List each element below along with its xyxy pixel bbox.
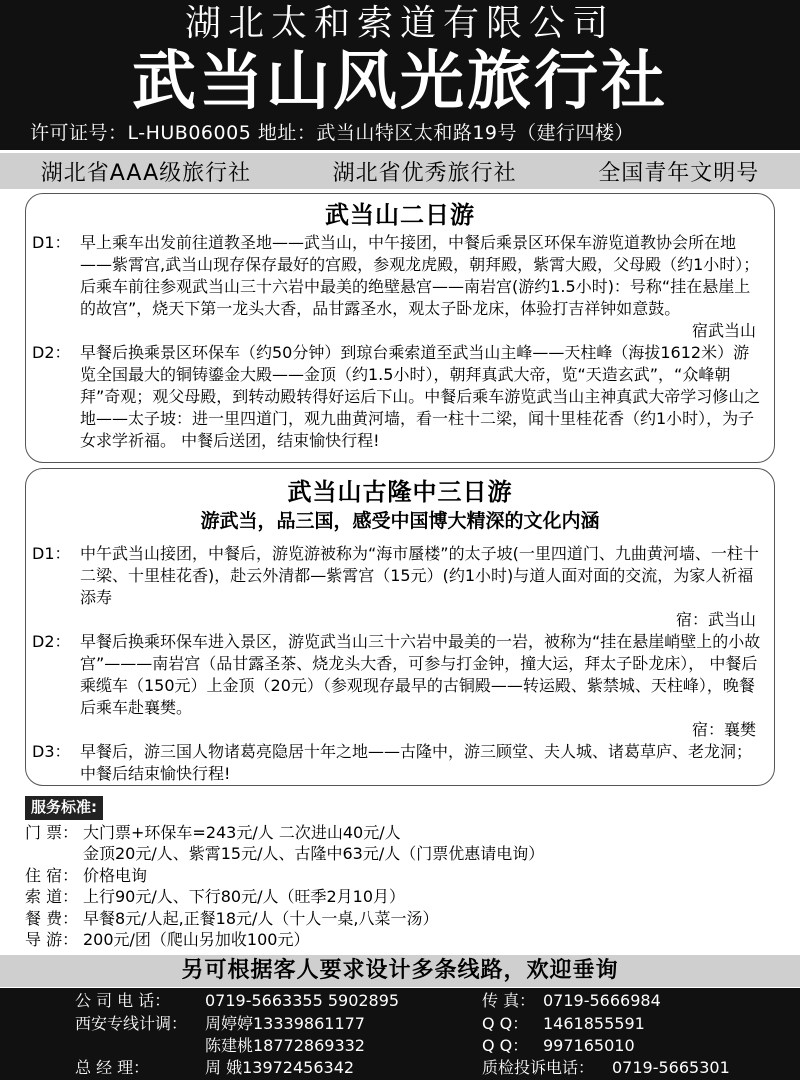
- tour-day-3: [26, 741, 774, 785]
- qq-label: Q Q：: [482, 1014, 529, 1033]
- day-description: 早餐后，游三国人物诸葛亮隐居十年之地——古隆中，游三顾堂、夫人城、诸葛草庐、老龙洞；中餐后结束愉快行程!: [80, 742, 753, 783]
- xian-contact-2: 陈建桃18772869332: [205, 1036, 365, 1055]
- complaint-value: 0719-5665301: [612, 1058, 730, 1077]
- phone-label: 公 司 电 话：: [75, 991, 171, 1010]
- service-row: [25, 908, 785, 930]
- honor-item: 湖北省优秀旅行社: [332, 160, 517, 186]
- service-row: [25, 822, 785, 844]
- qq-value: 1461855591: [543, 1014, 645, 1033]
- day-label: D2：: [32, 632, 71, 651]
- service-value: 200元/团（爬山另加收100元）: [83, 930, 310, 949]
- company-name: 湖北太和索道有限公司: [184, 3, 615, 44]
- service-value: 金顶20元/人、紫霄15元/人、古隆中63元/人（门票优惠请电询）: [83, 844, 545, 863]
- fax-value: 0719-5666984: [543, 991, 661, 1010]
- phone-value: 0719-5663355 5902895: [205, 991, 400, 1010]
- agency-name: 武当山风光旅行社: [132, 45, 668, 119]
- lodging-note: 宿：襄樊: [691, 720, 756, 739]
- day-label: D2：: [32, 343, 71, 362]
- service-key: 餐 费：: [25, 908, 79, 928]
- tour-day-2: [26, 631, 774, 741]
- honors-bar: [0, 153, 800, 189]
- service-row: [25, 865, 785, 887]
- complaint-label: 质检投诉电话：: [482, 1058, 595, 1077]
- fax-label: 传 真：: [482, 991, 536, 1010]
- service-value: 价格电询: [83, 865, 148, 885]
- day-description: 早上乘车出发前往道教圣地——武当山，中午接团，中餐后乘景区环保车游览道教协会所在地——紫霄宫,武当山现存保存最好的宫殿，参观龙虎殿，朝拜殿，紫霄大殿，父母殿（约1小时）；后乘车前往参观武当山三十六岩中最美的绝壁悬宫——南岩宫(游约1.5小时)：号称“挂在悬崖上的故宫”，烧天下第一龙头大香，品甘露圣水，观太子卧龙床，体验打吉祥钟如意鼓。: [80, 233, 760, 318]
- service-value: 早餐8元/人起,正餐18元/人（十人一桌,八菜一汤）: [83, 908, 439, 928]
- tour-day-2: [26, 342, 774, 452]
- service-key: 索 道：: [25, 887, 79, 906]
- day-label: D3：: [32, 742, 71, 761]
- tour-subtitle: 游武当，品三国，感受中国博大精深的文化内涵: [200, 510, 600, 532]
- manager-label: 总 经 理：: [75, 1058, 150, 1077]
- header-banner: [0, 0, 800, 150]
- day-description: 早餐后换乘景区环保车（约50分钟）到琼台乘索道至武当山主峰——天柱峰（海拔1612米）游览全国最大的铜铸鎏金大殿——金顶（约1.5小时），朝拜真武大帝，览“天造玄武”，“众峰朝拜”奇观；观父母殿，到转动殿转得好运后下山。中餐后乘车游览武当山主神真武大帝学习修山之地——太子坡：进一里四道门，观九曲黄河墙，看一柱十二梁，闻十里桂花香（约1小时），为子女求学祈福。 中餐后送团，结束愉快行程!: [80, 343, 761, 450]
- tour-two-day-panel: [25, 193, 775, 463]
- honor-item: 全国青年文明号: [598, 160, 760, 186]
- slogan-bar: 另可根据客人要求设计多条线路，欢迎垂询: [0, 955, 800, 987]
- day-label: D1：: [32, 233, 71, 252]
- service-key: 导 游：: [25, 930, 79, 949]
- xian-contact-1: 周婷婷13339861177: [205, 1014, 365, 1033]
- service-row: [25, 886, 785, 908]
- tour-title: 武当山古隆中三日游: [287, 478, 513, 506]
- tour-three-day-panel: [25, 468, 775, 786]
- license-address: 许可证号：L-HUB06005 地址：武当山特区太和路19号（建行四楼）: [30, 122, 634, 144]
- day-label: D1：: [32, 544, 71, 563]
- service-value: 上行90元/人、下行80元/人（旺季2月10月）: [83, 887, 406, 906]
- xian-label: 西安专线计调：: [75, 1014, 188, 1033]
- manager-value: 周 娥13972456342: [205, 1058, 355, 1077]
- lodging-note: 宿：武当山: [675, 610, 756, 629]
- day-description: 早餐后换乘环保车进入景区，游览武当山三十六岩中最美的一岩，被称为“挂在悬崖峭壁上的小故宫”———南岩宫（品甘露圣茶、烧龙头大香，可参与打金钟，撞大运，拜太子卧龙床）， 中餐后乘缆车（150元）上金顶（20元）（参观现存最早的古铜殿——转运殿、紫禁城、天柱峰），晚餐后乘车赴襄樊。: [80, 632, 761, 717]
- tour-day-1: [26, 543, 774, 631]
- service-row: [25, 929, 785, 951]
- service-key: 门 票：: [25, 822, 79, 842]
- honor-item: 湖北省AAA级旅行社: [40, 160, 252, 186]
- qq-value: 997165010: [543, 1036, 635, 1055]
- service-key: 住 宿：: [25, 865, 79, 885]
- service-row: [25, 843, 785, 865]
- qq-label: Q Q：: [482, 1036, 529, 1055]
- tour-day-1: [26, 232, 774, 342]
- contact-footer: [0, 988, 800, 1080]
- service-standards: [25, 796, 785, 951]
- day-description: 中午武当山接团，中餐后，游览游被称为“海市蜃楼”的太子坡(一里四道门、九曲黄河墙、一柱十二梁、十里桂花香)，赴云外清都—紫霄宫（15元）(约1小时)与道人面对面的交流，为家人祈福添寿: [80, 544, 759, 607]
- service-value: 大门票+环保车=243元/人 二次进山40元/人: [83, 822, 401, 842]
- lodging-note: 宿武当山: [691, 321, 756, 340]
- tour-title: 武当山二日游: [325, 201, 475, 229]
- service-title: 服务标准:: [25, 796, 103, 820]
